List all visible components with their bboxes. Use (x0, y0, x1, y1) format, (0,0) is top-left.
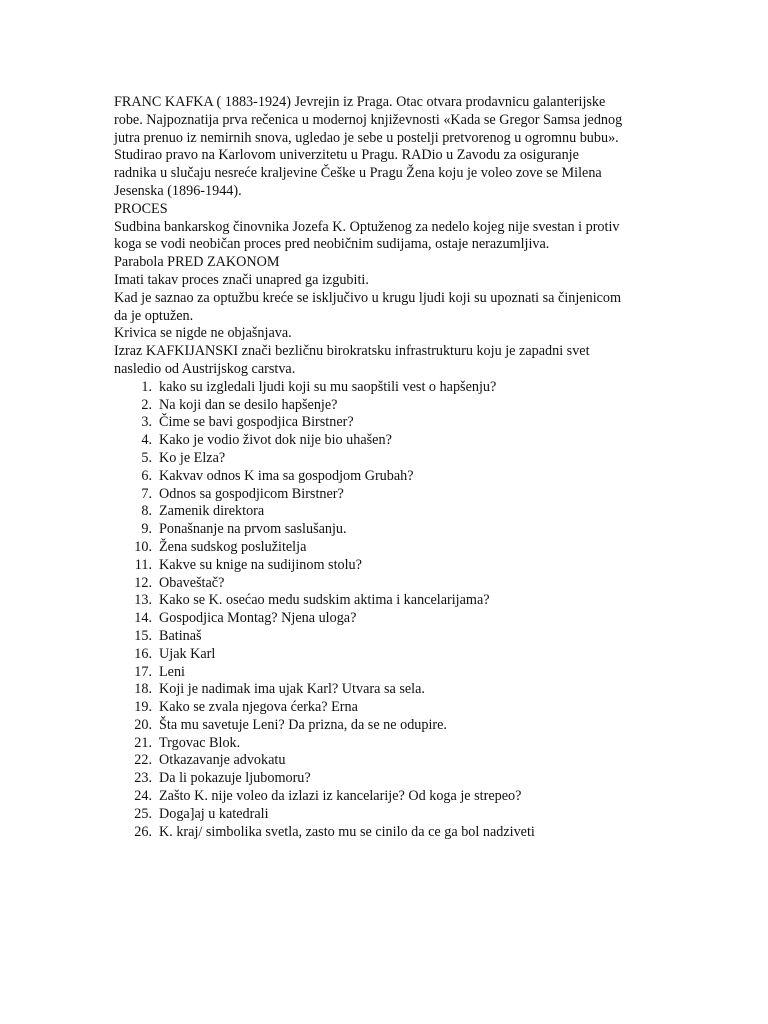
list-item-text: Kakve su knige na sudijinom stolu? (159, 556, 362, 573)
text-line: Studirao pravo na Karlovom univerzitetu u Pragu. RADio u Zavodu za osiguranje (114, 147, 579, 164)
list-item (114, 521, 654, 539)
list-item-number: 11. (134, 556, 152, 573)
text-line: Sudbina bankarskog činovnika Jozefa K. Optuženog za nedelo kojeg nije svestan i protiv (114, 218, 620, 235)
text-line: Izraz KAFKIJANSKI znači bezličnu birokratsku infrastrukturu koju je zapadni svet (114, 343, 590, 360)
list-item (114, 503, 654, 521)
list-item (114, 539, 654, 557)
list-item (114, 610, 654, 628)
list-item (114, 681, 654, 699)
list-item-text: Kakvav odnos K ima sa gospodjom Grubah? (159, 467, 414, 484)
proces-heading: PROCES (114, 200, 168, 217)
question-list (114, 379, 654, 842)
list-item (114, 468, 654, 486)
list-item (114, 735, 654, 753)
kad-paragraph (114, 290, 654, 326)
list-item-text: Kako se K. osećao medu sudskim aktima i kancelarijama? (159, 592, 490, 609)
list-item-number: 8. (141, 503, 152, 520)
text-line: radnika u slučaju nesreće kraljevine Češke u Pragu Žena koju je voleo zove se Milena (114, 165, 602, 182)
list-item (114, 379, 654, 397)
list-item-number: 5. (141, 449, 152, 466)
text-line: Jesenska (1896-1944). (114, 182, 242, 199)
list-item-text: Zamenik direktora (159, 503, 265, 520)
krivica-line: Krivica se nigde ne objašnjava. (114, 325, 292, 342)
list-item (114, 699, 654, 717)
list-item-number: 23. (134, 770, 152, 787)
parabola-heading: Parabola PRED ZAKONOM (114, 254, 280, 271)
list-item-number: 22. (134, 752, 152, 769)
proces-paragraph (114, 219, 654, 255)
list-item (114, 592, 654, 610)
list-item-number: 3. (141, 414, 152, 431)
list-item-number: 18. (134, 681, 152, 698)
list-item-text: Koji je nadimak ima ujak Karl? Utvara sa sela. (159, 681, 425, 698)
list-item-text: Obaveštač? (159, 574, 225, 591)
list-item-number: 25. (134, 805, 152, 822)
document-page (114, 94, 654, 841)
list-item (114, 806, 654, 824)
list-item-text: Na koji dan se desilo hapšenje? (159, 396, 338, 413)
list-item-number: 6. (141, 467, 152, 484)
list-item (114, 486, 654, 504)
list-item-number: 13. (134, 592, 152, 609)
text-line: koga se vodi neobičan proces pred neobičnim sudijama, ostaje nerazumljiva. (114, 236, 550, 253)
list-item (114, 770, 654, 788)
list-item (114, 450, 654, 468)
list-item (114, 432, 654, 450)
list-item-text: Kako je vodio život dok nije bio uhašen? (159, 432, 392, 449)
text-line: nasledio od Austrijskog carstva. (114, 360, 296, 377)
text-line: FRANC KAFKA ( 1883-1924) Jevrejin iz Praga. Otac otvara prodavnicu galanterijske (114, 94, 606, 110)
list-item-text: Trgovac Blok. (159, 734, 241, 751)
list-item (114, 717, 654, 735)
list-item (114, 752, 654, 770)
list-item-number: 20. (134, 716, 152, 733)
list-item-text: Ujak Karl (159, 645, 216, 662)
list-item-text: kako su izgledali ljudi koji su mu saopštili vest o hapšenju? (159, 378, 497, 395)
list-item-text: Gospodjica Montag? Njena uloga? (159, 610, 357, 627)
list-item-text: Žena sudskog poslužitelja (159, 538, 307, 555)
list-item-number: 10. (134, 538, 152, 555)
list-item-number: 24. (134, 788, 152, 805)
list-item-number: 15. (134, 627, 152, 644)
intro-paragraph (114, 94, 654, 201)
list-item-number: 17. (134, 663, 152, 680)
list-item-text: Batinaš (159, 627, 202, 644)
list-item-number: 21. (134, 734, 152, 751)
list-item (114, 628, 654, 646)
text-line: Kad je saznao za optužbu kreće se isključivo u krugu ljudi koji su upoznati sa činjenicom (114, 289, 622, 306)
list-item-text: Otkazavanje advokatu (159, 752, 286, 769)
list-item (114, 824, 654, 842)
list-item-text: Ko je Elza? (159, 449, 226, 466)
izraz-paragraph (114, 343, 654, 379)
list-item-number: 7. (141, 485, 152, 502)
list-item-text: Ponašnanje na prvom saslušanju. (159, 521, 347, 538)
list-item-number: 1. (141, 378, 152, 395)
list-item-number: 16. (134, 645, 152, 662)
list-item (114, 664, 654, 682)
text-line: jutra prenuo iz nemirnih snova, ugledao je sebe u postelji pretvorenog u ogromnu bubu». (114, 129, 619, 146)
list-item-text: Odnos sa gospodjicom Birstner? (159, 485, 344, 502)
list-item-text: Doga]aj u katedrali (159, 805, 269, 822)
list-item-number: 4. (141, 432, 152, 449)
list-item-number: 26. (134, 823, 152, 840)
list-item (114, 575, 654, 593)
list-item-text: K. kraj/ simbolika svetla, zasto mu se cinilo da ce ga bol nadziveti (159, 823, 535, 840)
text-line: robe. Najpoznatija prva rečenica u modernoj književnosti «Kada se Gregor Samsa jednog (114, 111, 623, 128)
list-item-text: Čime se bavi gospodjica Birstner? (159, 414, 354, 431)
list-item (114, 646, 654, 664)
list-item-text: Zašto K. nije voleo da izlazi iz kancelarije? Od koga je strepeo? (159, 788, 522, 805)
list-item-number: 12. (134, 574, 152, 591)
text-line: da je optužen. (114, 307, 194, 324)
list-item-text: Kako se zvala njegova ćerka? Erna (159, 699, 358, 716)
list-item (114, 788, 654, 806)
list-item (114, 414, 654, 432)
list-item-number: 9. (141, 521, 152, 538)
list-item-number: 14. (134, 610, 152, 627)
list-item-number: 19. (134, 699, 152, 716)
list-item-text: Leni (159, 663, 185, 680)
list-item (114, 397, 654, 415)
list-item-text: Da li pokazuje ljubomoru? (159, 770, 311, 787)
list-item-number: 2. (141, 396, 152, 413)
list-item (114, 557, 654, 575)
list-item-text: Šta mu savetuje Leni? Da prizna, da se ne odupire. (159, 716, 447, 733)
parabola-line: Imati takav proces znači unapred ga izgubiti. (114, 271, 369, 288)
